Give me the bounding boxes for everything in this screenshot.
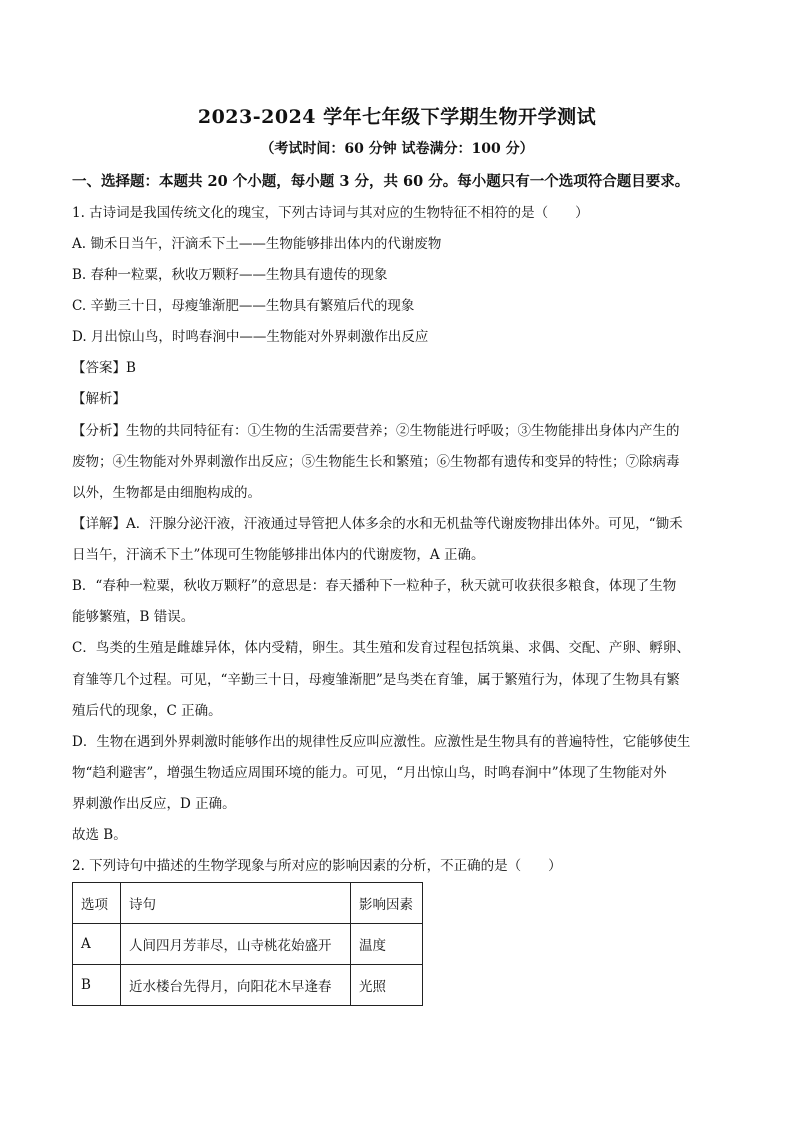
table-row (73, 924, 423, 965)
table-header-cell: 选项 (73, 883, 121, 924)
question-1-option-d: D. 月出惊山鸟，时鸣春涧中——生物能对外界刺激作出反应 (72, 329, 429, 345)
page-title: 2023-2024 学年七年级下学期生物开学测试 (197, 106, 597, 128)
analysis-line: B．“春种一粒粟，秋收万颗籽”的意思是：春天播种下一粒种子，秋天就可收获很多粮食，体现了生物 (72, 578, 677, 594)
question-1-stem: 1. 古诗词是我国传统文化的瑰宝，下列古诗词与其对应的生物特征不相符的是（ ） (72, 205, 589, 221)
question-2-stem: 2. 下列诗句中描述的生物学现象与所对应的影响因素的分析，不正确的是（ ） (72, 858, 562, 874)
question-1-option-a: A. 锄禾日当午，汗滴禾下土——生物能够排出体内的代谢废物 (72, 236, 442, 252)
exam-info: （考试时间：60 分钟 试卷满分：100 分） (260, 141, 534, 157)
question-1-option-b: B. 春种一粒粟，秋收万颗籽——生物具有遗传的现象 (72, 267, 388, 283)
analysis-line: C．鸟类的生殖是雌雄异体，体内受精，卵生。其生殖和发育过程包括筑巢、求偶、交配、产卵、孵卵、 (72, 640, 690, 656)
analysis-line: 日当午，汗滴禾下土”体现可生物能够排出体内的代谢废物，A 正确。 (72, 547, 485, 563)
table-header-row (73, 883, 423, 924)
analysis-line: D．生物在遇到外界刺激时能够作出的规律性反应叫应激性。应激性是生物具有的普遍特性，它能够使生 (72, 734, 691, 750)
question-2-table (72, 882, 423, 1006)
analysis-line: 【分析】生物的共同特征有：①生物的生活需要营养；②生物能进行呼吸；③生物能排出身体内产生的 (72, 423, 680, 439)
table-cell: A (73, 924, 121, 965)
table-cell: 光照 (351, 965, 423, 1006)
analysis-line: 殖后代的现象，C 正确。 (72, 703, 222, 719)
analysis-label: 【解析】 (72, 391, 126, 407)
analysis-line: 物“趋利避害”，增强生物适应周围环境的能力。可见，“月出惊山鸟，时鸣春涧中”体现了生物能对外 (72, 765, 667, 781)
question-1-option-c: C. 辛勤三十日，母瘦雏渐肥——生物具有繁殖后代的现象 (72, 298, 415, 314)
table-cell: 近水楼台先得月，向阳花木早逢春 (121, 965, 351, 1006)
section-heading: 一、选择题：本题共 20 个小题，每小题 3 分，共 60 分。每小题只有一个选项符合题目要求。 (72, 173, 690, 190)
analysis-line: 废物；④生物能对外界刺激作出反应；⑤生物能生长和繁殖；⑥生物都有遗传和变异的特性；⑦除病毒 (72, 454, 680, 470)
analysis-line: 【详解】A．汗腺分泌汗液，汗液通过导管把人体多余的水和无机盐等代谢废物排出体外。可见，“锄禾 (72, 516, 683, 532)
analysis-line: 界刺激作出反应，D 正确。 (72, 796, 236, 812)
analysis-line: 故选 B。 (72, 827, 127, 843)
table-cell: B (73, 965, 121, 1006)
table-cell: 温度 (351, 924, 423, 965)
table-cell: 人间四月芳菲尽，山寺桃花始盛开 (121, 924, 351, 965)
answer-label: 【答案】B (72, 360, 136, 376)
table-row (73, 965, 423, 1006)
analysis-line: 育雏等几个过程。可见，“辛勤三十日，母瘦雏渐肥”是鸟类在育雏，属于繁殖行为，体现了生物具有繁 (72, 672, 680, 688)
analysis-line: 能够繁殖，B 错误。 (72, 609, 195, 625)
analysis-line: 以外，生物都是由细胞构成的。 (72, 485, 261, 501)
table-header-cell: 影响因素 (351, 883, 423, 924)
table-header-cell: 诗句 (121, 883, 351, 924)
